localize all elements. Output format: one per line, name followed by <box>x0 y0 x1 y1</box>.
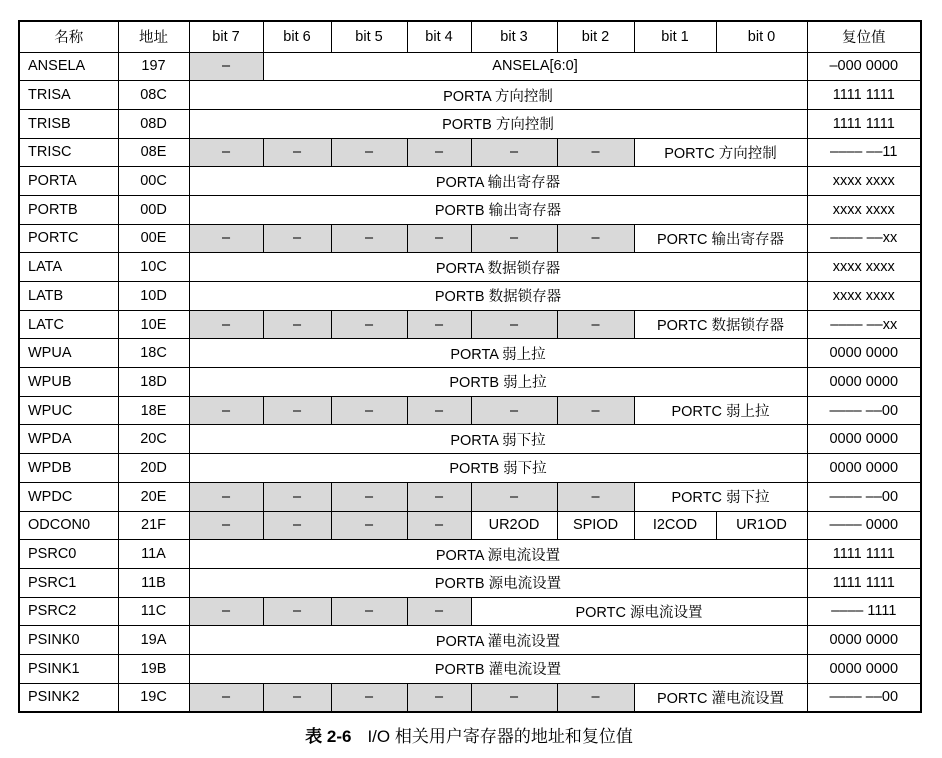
register-row-trisb <box>19 109 921 138</box>
register-row-psrc2 <box>19 597 921 626</box>
bit-field: PORTA 弱下拉 <box>189 425 807 454</box>
register-row-psink0 <box>19 626 921 655</box>
reset-value: xxxx xxxx <box>807 167 921 196</box>
reset-value: –––– 0000 <box>807 511 921 540</box>
bit-field: PORTB 源电流设置 <box>189 568 807 597</box>
reserved-bit: – <box>471 138 557 167</box>
reset-value: –––– 1111 <box>807 597 921 626</box>
register-row-odcon0 <box>19 511 921 540</box>
reserved-bit: – <box>189 597 263 626</box>
register-row-psrc0 <box>19 540 921 569</box>
register-name: WPUA <box>19 339 118 368</box>
header-row <box>19 21 921 52</box>
header-bit-0: bit 0 <box>716 21 807 52</box>
reset-value: xxxx xxxx <box>807 195 921 224</box>
register-name: PSRC2 <box>19 597 118 626</box>
register-name: PSINK2 <box>19 683 118 712</box>
bit-field: PORTC 弱下拉 <box>634 482 807 511</box>
register-row-wpdc <box>19 482 921 511</box>
reserved-bit: – <box>263 511 331 540</box>
bit-field: PORTB 输出寄存器 <box>189 195 807 224</box>
register-name: PSINK0 <box>19 626 118 655</box>
register-row-wpub <box>19 368 921 397</box>
register-address: 19A <box>118 626 189 655</box>
register-address: 00D <box>118 195 189 224</box>
reserved-bit: – <box>263 482 331 511</box>
register-address: 11C <box>118 597 189 626</box>
register-name: ANSELA <box>19 52 118 81</box>
reserved-bit: – <box>407 511 471 540</box>
table-caption <box>18 724 920 750</box>
reserved-bit: – <box>331 396 407 425</box>
reserved-bit: – <box>471 310 557 339</box>
reserved-bit: – <box>331 597 407 626</box>
register-row-trisc <box>19 138 921 167</box>
register-name: WPUB <box>19 368 118 397</box>
header-bit-3: bit 3 <box>471 21 557 52</box>
reserved-bit: – <box>263 224 331 253</box>
register-row-latb <box>19 282 921 311</box>
register-row-wpda <box>19 425 921 454</box>
header-address: 地址 <box>118 21 189 52</box>
reset-value: 1111 1111 <box>807 109 921 138</box>
register-row-trisa <box>19 81 921 110</box>
bit-field: PORTA 数据锁存器 <box>189 253 807 282</box>
bit-field: PORTA 弱上拉 <box>189 339 807 368</box>
reserved-bit: – <box>557 138 634 167</box>
register-name: LATC <box>19 310 118 339</box>
reserved-bit: – <box>471 396 557 425</box>
register-row-wpdb <box>19 454 921 483</box>
reset-value: xxxx xxxx <box>807 253 921 282</box>
reserved-bit: – <box>557 396 634 425</box>
reserved-bit: – <box>331 310 407 339</box>
register-address: 10D <box>118 282 189 311</box>
reset-value: –––– ––00 <box>807 482 921 511</box>
reserved-bit: – <box>331 511 407 540</box>
bit-field: UR2OD <box>471 511 557 540</box>
header-name: 名称 <box>19 21 118 52</box>
reserved-bit: – <box>557 224 634 253</box>
reserved-bit: – <box>407 482 471 511</box>
reserved-bit: – <box>471 683 557 712</box>
bit-field: PORTC 数据锁存器 <box>634 310 807 339</box>
register-address: 08E <box>118 138 189 167</box>
register-address: 19C <box>118 683 189 712</box>
register-row-latc <box>19 310 921 339</box>
reserved-bit: – <box>407 597 471 626</box>
register-row-psink2 <box>19 683 921 712</box>
register-row-psink1 <box>19 654 921 683</box>
reserved-bit: – <box>557 482 634 511</box>
register-name: TRISB <box>19 109 118 138</box>
reset-value: 1111 1111 <box>807 540 921 569</box>
register-address: 197 <box>118 52 189 81</box>
register-name: PSINK1 <box>19 654 118 683</box>
register-row-porta <box>19 167 921 196</box>
register-address: 00E <box>118 224 189 253</box>
register-row-wpuc <box>19 396 921 425</box>
reset-value: –––– ––xx <box>807 310 921 339</box>
bit-field: SPIOD <box>557 511 634 540</box>
reserved-bit: – <box>407 138 471 167</box>
register-name: PORTA <box>19 167 118 196</box>
register-name: WPDC <box>19 482 118 511</box>
register-name: WPDA <box>19 425 118 454</box>
register-address: 00C <box>118 167 189 196</box>
register-name: PSRC1 <box>19 568 118 597</box>
register-name: PSRC0 <box>19 540 118 569</box>
register-address: 18C <box>118 339 189 368</box>
register-name: LATB <box>19 282 118 311</box>
reserved-bit: – <box>331 482 407 511</box>
reserved-bit: – <box>189 683 263 712</box>
header-bit-7: bit 7 <box>189 21 263 52</box>
register-name: WPUC <box>19 396 118 425</box>
register-row-wpua <box>19 339 921 368</box>
reserved-bit: – <box>471 224 557 253</box>
reserved-bit: – <box>263 597 331 626</box>
register-address: 21F <box>118 511 189 540</box>
header-bit-2: bit 2 <box>557 21 634 52</box>
reset-value: –––– ––00 <box>807 396 921 425</box>
reserved-bit: – <box>263 683 331 712</box>
register-address: 11A <box>118 540 189 569</box>
bit-field: I2COD <box>634 511 716 540</box>
bit-field: PORTC 弱上拉 <box>634 396 807 425</box>
header-bit-4: bit 4 <box>407 21 471 52</box>
reset-value: 0000 0000 <box>807 368 921 397</box>
reserved-bit: – <box>407 396 471 425</box>
register-address: 18D <box>118 368 189 397</box>
reset-value: 1111 1111 <box>807 81 921 110</box>
reserved-bit: – <box>263 310 331 339</box>
register-address: 10E <box>118 310 189 339</box>
reserved-bit: – <box>189 52 263 81</box>
bit-field: PORTA 方向控制 <box>189 81 807 110</box>
bit-field: PORTB 方向控制 <box>189 109 807 138</box>
bit-field: PORTB 弱上拉 <box>189 368 807 397</box>
header-bit-6: bit 6 <box>263 21 331 52</box>
caption-label: 表 2-6 <box>305 727 352 746</box>
reserved-bit: – <box>331 138 407 167</box>
register-name: TRISC <box>19 138 118 167</box>
reserved-bit: – <box>331 224 407 253</box>
header-bit-5: bit 5 <box>331 21 407 52</box>
register-name: PORTB <box>19 195 118 224</box>
reserved-bit: – <box>557 310 634 339</box>
caption-text: I/O 相关用户寄存器的地址和复位值 <box>367 727 633 746</box>
bit-field: PORTB 弱下拉 <box>189 454 807 483</box>
reserved-bit: – <box>189 511 263 540</box>
reset-value: 0000 0000 <box>807 626 921 655</box>
reserved-bit: – <box>407 224 471 253</box>
register-address: 20C <box>118 425 189 454</box>
register-name: PORTC <box>19 224 118 253</box>
reset-value: 0000 0000 <box>807 654 921 683</box>
reserved-bit: – <box>189 224 263 253</box>
reset-value: 0000 0000 <box>807 339 921 368</box>
bit-field: UR1OD <box>716 511 807 540</box>
reset-value: 1111 1111 <box>807 568 921 597</box>
reserved-bit: – <box>263 396 331 425</box>
bit-field: PORTB 灌电流设置 <box>189 654 807 683</box>
reserved-bit: – <box>189 482 263 511</box>
reserved-bit: – <box>331 683 407 712</box>
register-name: ODCON0 <box>19 511 118 540</box>
register-address: 10C <box>118 253 189 282</box>
register-name: LATA <box>19 253 118 282</box>
header-reset-value: 复位值 <box>807 21 921 52</box>
reserved-bit: – <box>189 310 263 339</box>
reset-value: –––– ––00 <box>807 683 921 712</box>
register-row-portb <box>19 195 921 224</box>
reset-value: –––– ––xx <box>807 224 921 253</box>
reset-value: 0000 0000 <box>807 425 921 454</box>
bit-field: PORTC 灌电流设置 <box>634 683 807 712</box>
register-address: 08C <box>118 81 189 110</box>
register-address: 19B <box>118 654 189 683</box>
register-row-portc <box>19 224 921 253</box>
reset-value: –––– ––11 <box>807 138 921 167</box>
reserved-bit: – <box>471 482 557 511</box>
reserved-bit: – <box>557 683 634 712</box>
bit-field: PORTB 数据锁存器 <box>189 282 807 311</box>
reset-value: 0000 0000 <box>807 454 921 483</box>
header-bit-1: bit 1 <box>634 21 716 52</box>
register-row-psrc1 <box>19 568 921 597</box>
register-address: 20D <box>118 454 189 483</box>
reset-value: –000 0000 <box>807 52 921 81</box>
bit-field: ANSELA[6:0] <box>263 52 807 81</box>
bit-field: PORTC 输出寄存器 <box>634 224 807 253</box>
bit-field: PORTC 方向控制 <box>634 138 807 167</box>
bit-field: PORTA 源电流设置 <box>189 540 807 569</box>
register-row-ansela <box>19 52 921 81</box>
reserved-bit: – <box>407 310 471 339</box>
register-table-body <box>19 21 921 712</box>
register-address: 18E <box>118 396 189 425</box>
reserved-bit: – <box>189 138 263 167</box>
bit-field: PORTA 灌电流设置 <box>189 626 807 655</box>
bit-field: PORTA 输出寄存器 <box>189 167 807 196</box>
reset-value: xxxx xxxx <box>807 282 921 311</box>
register-row-lata <box>19 253 921 282</box>
reserved-bit: – <box>407 683 471 712</box>
register-address: 11B <box>118 568 189 597</box>
register-table <box>18 20 922 713</box>
register-name: TRISA <box>19 81 118 110</box>
register-address: 20E <box>118 482 189 511</box>
bit-field: PORTC 源电流设置 <box>471 597 807 626</box>
register-address: 08D <box>118 109 189 138</box>
reserved-bit: – <box>263 138 331 167</box>
reserved-bit: – <box>189 396 263 425</box>
register-name: WPDB <box>19 454 118 483</box>
